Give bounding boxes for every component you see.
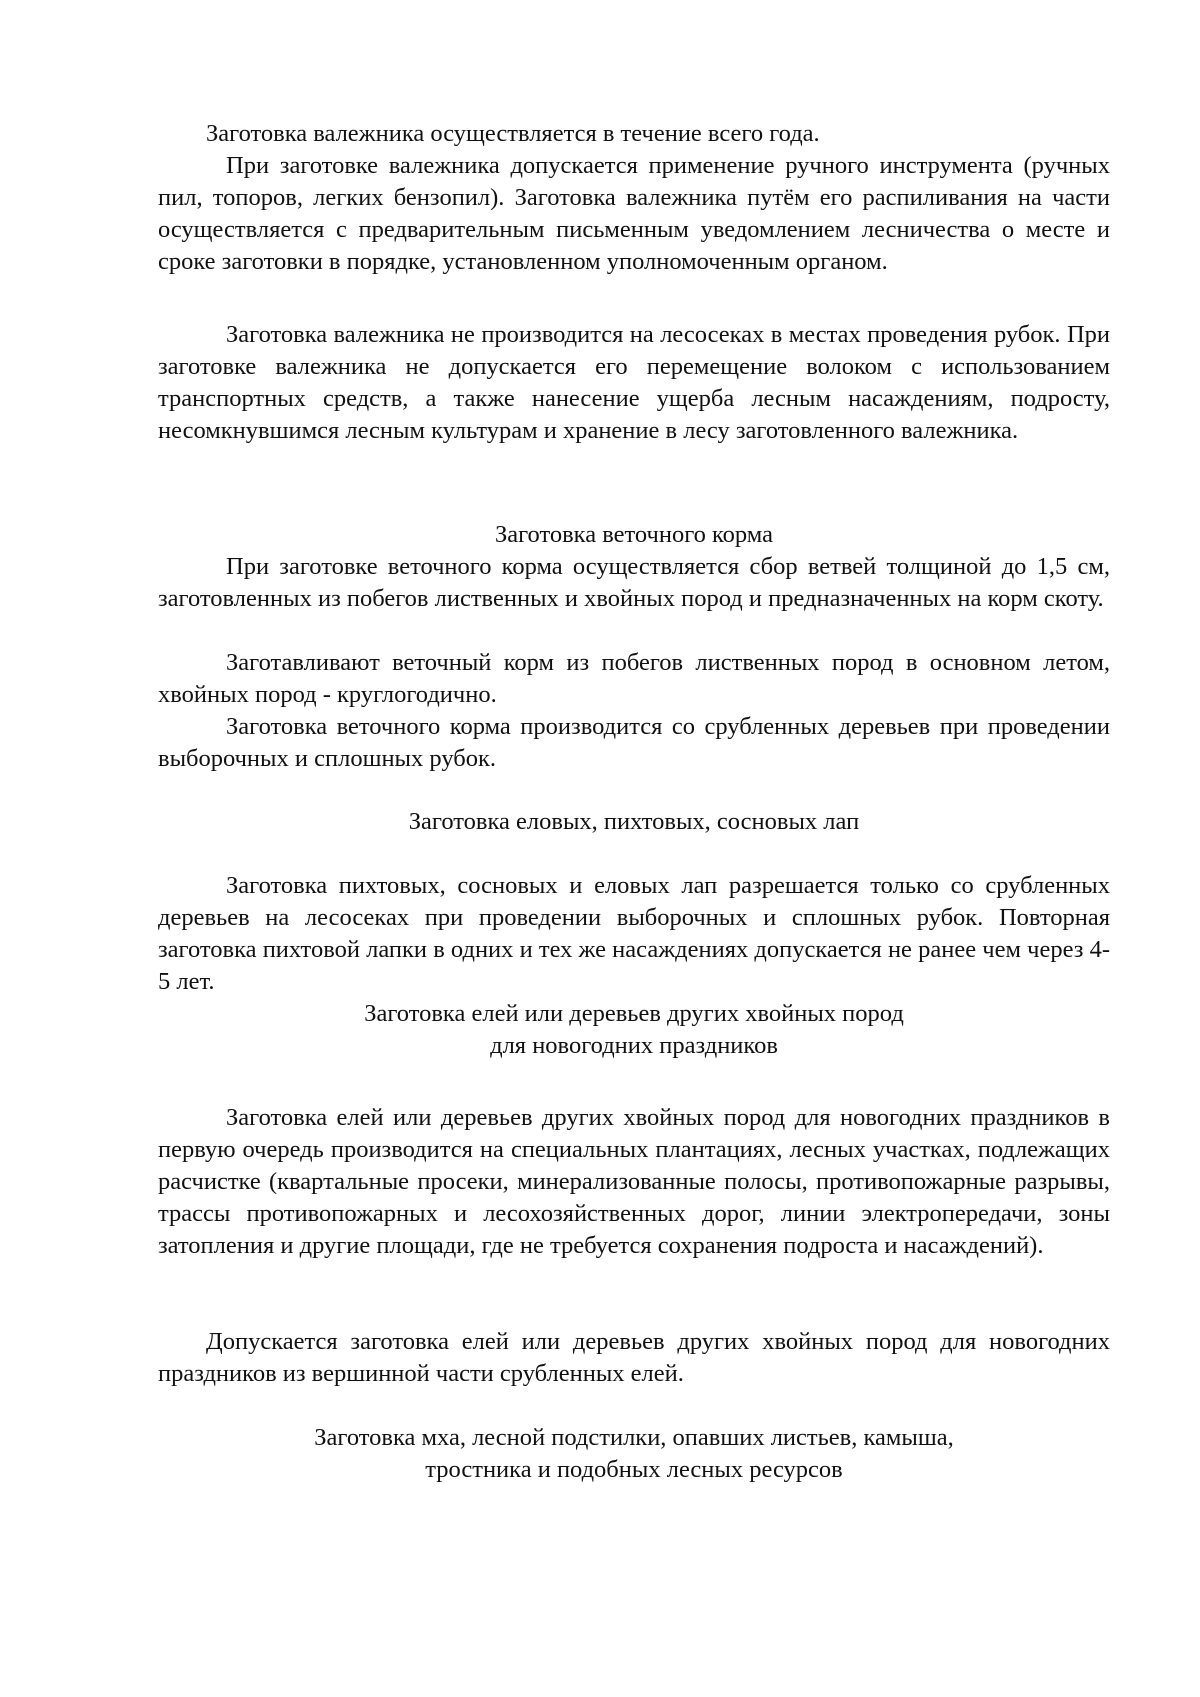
paragraph-branch-fodder-collection: При заготовке веточного корма осуществляется сбор ветвей толщиной до 1,5 см, заготовленных из побегов лиственных и хвойных пород и предназначенных на корм скоту.	[158, 553, 1110, 612]
paragraph-deadwood-restrictions: Заготовка валежника не производится на лесосеках в местах проведения рубок. При заготовке валежника не допускается его перемещение волоком с использованием транспортных средств, а также нанесение ущерба лесным насаждениям, подросту, несомкнувшимся лесным культурам и хранение в лесу заготовленного валежника.	[158, 321, 1110, 444]
heading-new-year-trees-line2: для новогодних праздников	[490, 1032, 778, 1059]
paragraph-deadwood-tools: При заготовке валежника допускается применение ручного инструмента (ручных пил, топоров, легких бензопил). Заготовка валежника путём его распиливания на части осуществляется с предварительным письменным уведомлением лесничества о месте и сроке заготовки в порядке, установленном уполномоченным органом.	[158, 152, 1110, 275]
paragraph-branch-fodder-season: Заготавливают веточный корм из побегов лиственных пород в основном летом, хвойных пород - круглогодично.	[158, 649, 1110, 708]
paragraph-deadwood-season: Заготовка валежника осуществляется в течение всего года.	[206, 120, 820, 147]
heading-branch-fodder: Заготовка веточного корма	[494, 521, 774, 548]
paragraph-branch-fodder-source: Заготовка веточного корма производится со срубленных деревьев при проведении выборочных и сплошных рубок.	[158, 713, 1110, 772]
paragraph-new-year-trees-sources: Заготовка елей или деревьев других хвойных пород для новогодних праздников в первую очередь производится на специальных плантациях, лесных участках, подлежащих расчистке (квартальные просеки, минерализованные полосы, противопожарные разрывы, трассы противопожарных и лесохозяйственных дорог, линии электропередачи, зоны затопления и другие площади, где не требуется сохранения подроста и насаждений).	[158, 1104, 1110, 1259]
heading-moss-litter	[158, 1422, 1110, 1486]
heading-new-year-trees-line1: Заготовка елей или деревьев других хвойных пород	[364, 1000, 904, 1027]
heading-new-year-trees	[158, 998, 1110, 1062]
paragraph-conifer-branches: Заготовка пихтовых, сосновых и еловых лап разрешается только со срубленных деревьев на лесосеках при проведении выборочных и сплошных рубок. Повторная заготовка пихтовой лапки в одних и тех же насаждениях допускается не ранее чем через 4-5 лет.	[158, 872, 1110, 995]
heading-moss-litter-line2: тростника и подобных лесных ресурсов	[425, 1456, 843, 1483]
heading-moss-litter-line1: Заготовка мха, лесной подстилки, опавших листьев, камыша,	[314, 1424, 954, 1451]
heading-conifer-branches: Заготовка еловых, пихтовых, сосновых лап	[408, 808, 860, 835]
paragraph-new-year-trees-tops: Допускается заготовка елей или деревьев других хвойных пород для новогодних праздников из вершинной части срубленных елей.	[158, 1328, 1110, 1387]
